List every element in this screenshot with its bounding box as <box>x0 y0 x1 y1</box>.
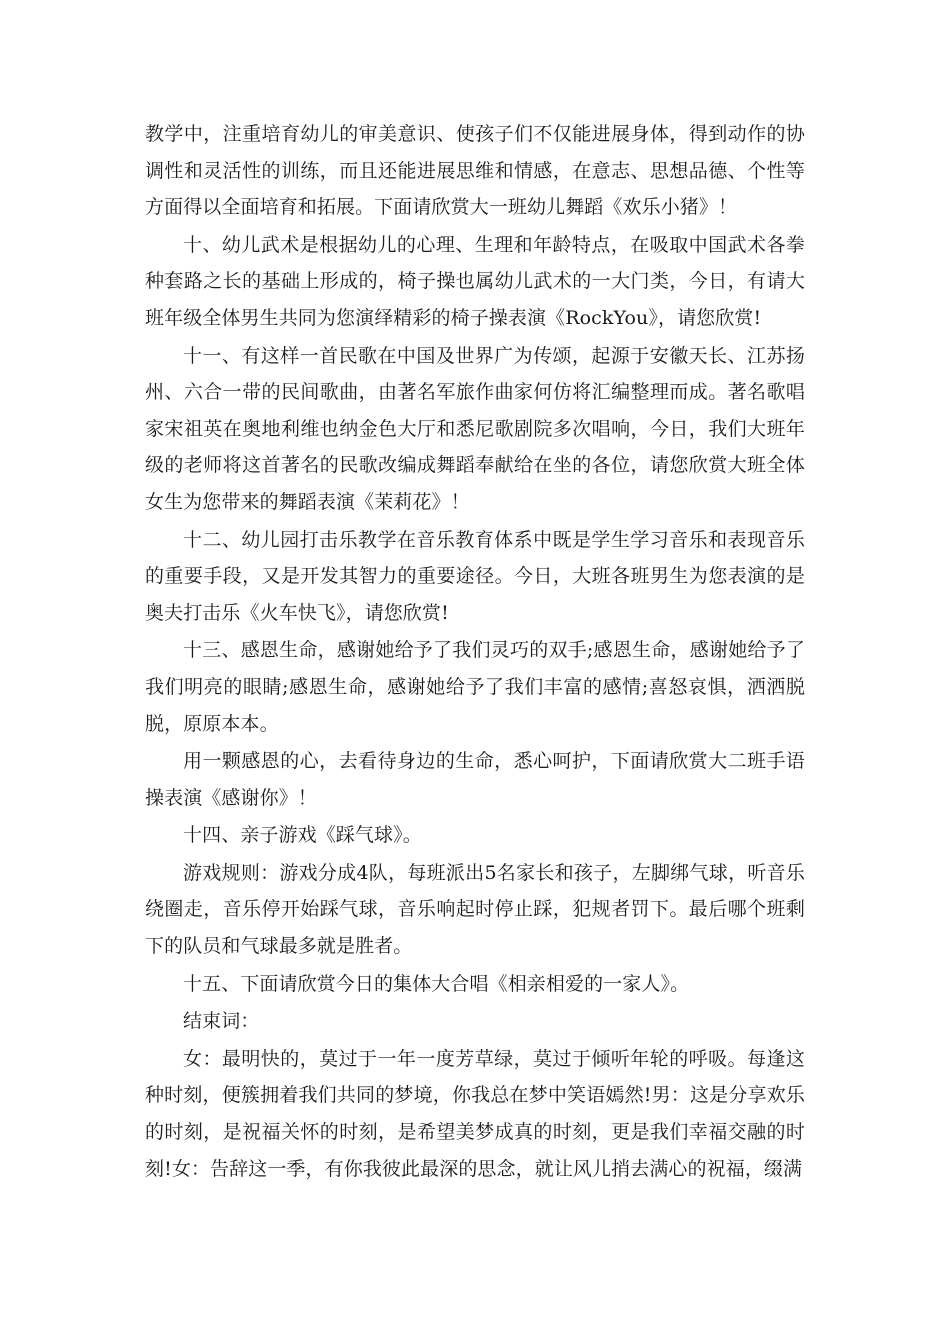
paragraph-closing-dialogue: 女：最明快的，莫过于一年一度芳草绿，莫过于倾听年轮的呼吸。每逢这种时刻，便簇拥着我们共同的梦境，你我总在梦中笑语嫣然!男：这是分享欢乐的时刻，是祝福关怀的时刻，是希望美梦成真的时刻，更是我们幸福交融的时刻!女：告辞这一季，有你我彼此最深的思念，就让风儿捎去满心的祝福，缀满 <box>145 1047 805 1180</box>
paragraph-gratitude: 用一颗感恩的心，去看待身边的生命，悉心呵护，下面请欣赏大二班手语操表演《感谢你》！ <box>145 750 805 809</box>
paragraph-item-11: 十一、有这样一首民歌在中国及世界广为传颂，起源于安徽天长、江苏扬州、六合一带的民间歌曲，由著名军旅作曲家何仿将汇编整理而成。著名歌唱家宋祖英在奥地利维也纳金色大厅和悉尼歌剧院多次唱响，今日，我们大班年级的老师将这首著名的民歌改编成舞蹈奉献给在坐的各位，请您欣赏大班全体女生为您带来的舞蹈表演《茉莉花》！ <box>145 344 805 513</box>
paragraph-item-14: 十四、亲子游戏《踩气球》。 <box>183 824 422 847</box>
paragraph-item-10: 十、幼儿武术是根据幼儿的心理、生理和年龄特点，在吸取中国武术各拳种套路之长的基础上形成的，椅子操也属幼儿武术的一大门类，今日，有请大班年级全体男生共同为您演绎精彩的椅子操表演《RockYou》，请您欣赏! <box>145 233 805 329</box>
paragraph-continued: 教学中，注重培育幼儿的审美意识、使孩子们不仅能进展身体，得到动作的协调性和灵活性的训练，而且还能进展思维和情感，在意志、思想品德、个性等方面得以全面培育和拓展。下面请欣赏大一班幼儿舞蹈《欢乐小猪》！ <box>145 123 805 219</box>
document-body <box>145 116 805 1188</box>
paragraph-closing-heading: 结束词： <box>183 1010 260 1033</box>
paragraph-game-rules: 游戏规则：游戏分成4队，每班派出5名家长和孩子，左脚绑气球，听音乐绕圈走，音乐停开始踩气球，音乐响起时停止踩，犯规者罚下。最后哪个班剩下的队员和气球最多就是胜者。 <box>145 861 805 958</box>
paragraph-item-13: 十三、感恩生命，感谢她给予了我们灵巧的双手;感恩生命，感谢她给予了我们明亮的眼睛;感恩生命，感谢她给予了我们丰富的感情;喜怒哀惧，洒洒脱脱，原原本本。 <box>145 639 805 735</box>
paragraph-item-12: 十二、幼儿园打击乐教学在音乐教育体系中既是学生学习音乐和表现音乐的重要手段，又是开发其智力的重要途径。今日，大班各班男生为您表演的是奥夫打击乐《火车快飞》，请您欣赏! <box>145 528 805 624</box>
paragraph-item-15: 十五、下面请欣赏今日的集体大合唱《相亲相爱的一家人》。 <box>183 972 690 995</box>
